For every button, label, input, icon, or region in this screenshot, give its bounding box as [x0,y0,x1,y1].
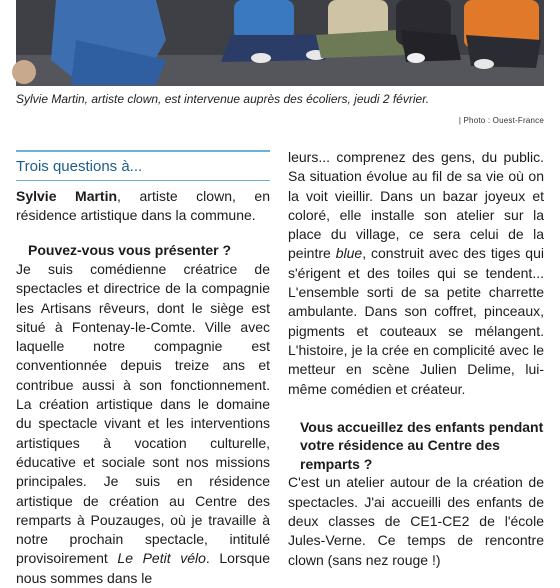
question-2: Vous accueillez des enfants pendant votre résidence au Centre des remparts ? [300,418,544,472]
answer-1-end: . Lorsque nous sommes dans le [16,550,270,586]
right-column [288,148,544,570]
continuation-end: , construit avec des tiges qui s'érigent et des toiles qui se tendent... L'ensemble sorti de sa petite charrette ambulante. Dans son coffret, pinceaux, pigments et couteaux se mélangent. L'histoire, je la crée en complicité avec le metteur en scène Julien Delime, lui-même comédien et créateur. [288,245,544,397]
intro-text: , artiste clown, en résidence artistique dans la commune. [16,188,270,223]
intro-paragraph [16,187,270,225]
show-title: Le Petit vélo [117,550,206,567]
painter-name: blue [335,245,363,262]
photo-illustration [16,0,544,86]
continuation-text: leurs... comprenez des gens, du public. Sa situation évolue au fil de sa vie où on la voit vieillir. Dans un bazar joyeux et coloré, elle installe son atelier sur la place du village, ce sera celui de la peintre [288,149,544,262]
section-rule-bottom [16,180,270,181]
section-rule-top [16,150,270,152]
section-title: Trois questions à... [16,158,143,175]
answer-1-text: Je suis comédienne créatrice de spectacles et directrice de la compagnie les Artisans rêveurs, dont le siège est situé à Fontenay-le-Comte. Ville avec laquelle notre compagnie est conventionnée depuis treize ans et contribue aussi à son fonctionnement. La création artistique dans le domaine du spectacle vivant et les interventions artistiques à vocation culturelle, éducative et sociale sont nos missions principales. Je suis en résidence artistique de création au Centre des remparts à Pouzauges, où je travaille à notre prochain spectacle, intitulé provisoirement [16,261,270,567]
photo-caption: Sylvie Martin, artiste clown, est intervenue auprès des écoliers, jeudi 2 février. [16,92,430,106]
answer-1 [16,260,270,588]
interviewee-name: Sylvie Martin [16,188,118,204]
question-1: Pouvez-vous vous présenter ? [28,242,232,258]
answer-1-continued [288,148,544,399]
news-photo [16,0,544,86]
left-column [16,150,270,588]
answer-2: C'est un atelier autour de la création de spectacles. J'ai accueilli des enfants de deux classes de CE1-CE2 de l'école Jules-Verne. Ce temps de rencontre clown (sans nez rouge !) [288,474,544,568]
photo-credit: | Photo : Ouest-France [458,116,544,125]
